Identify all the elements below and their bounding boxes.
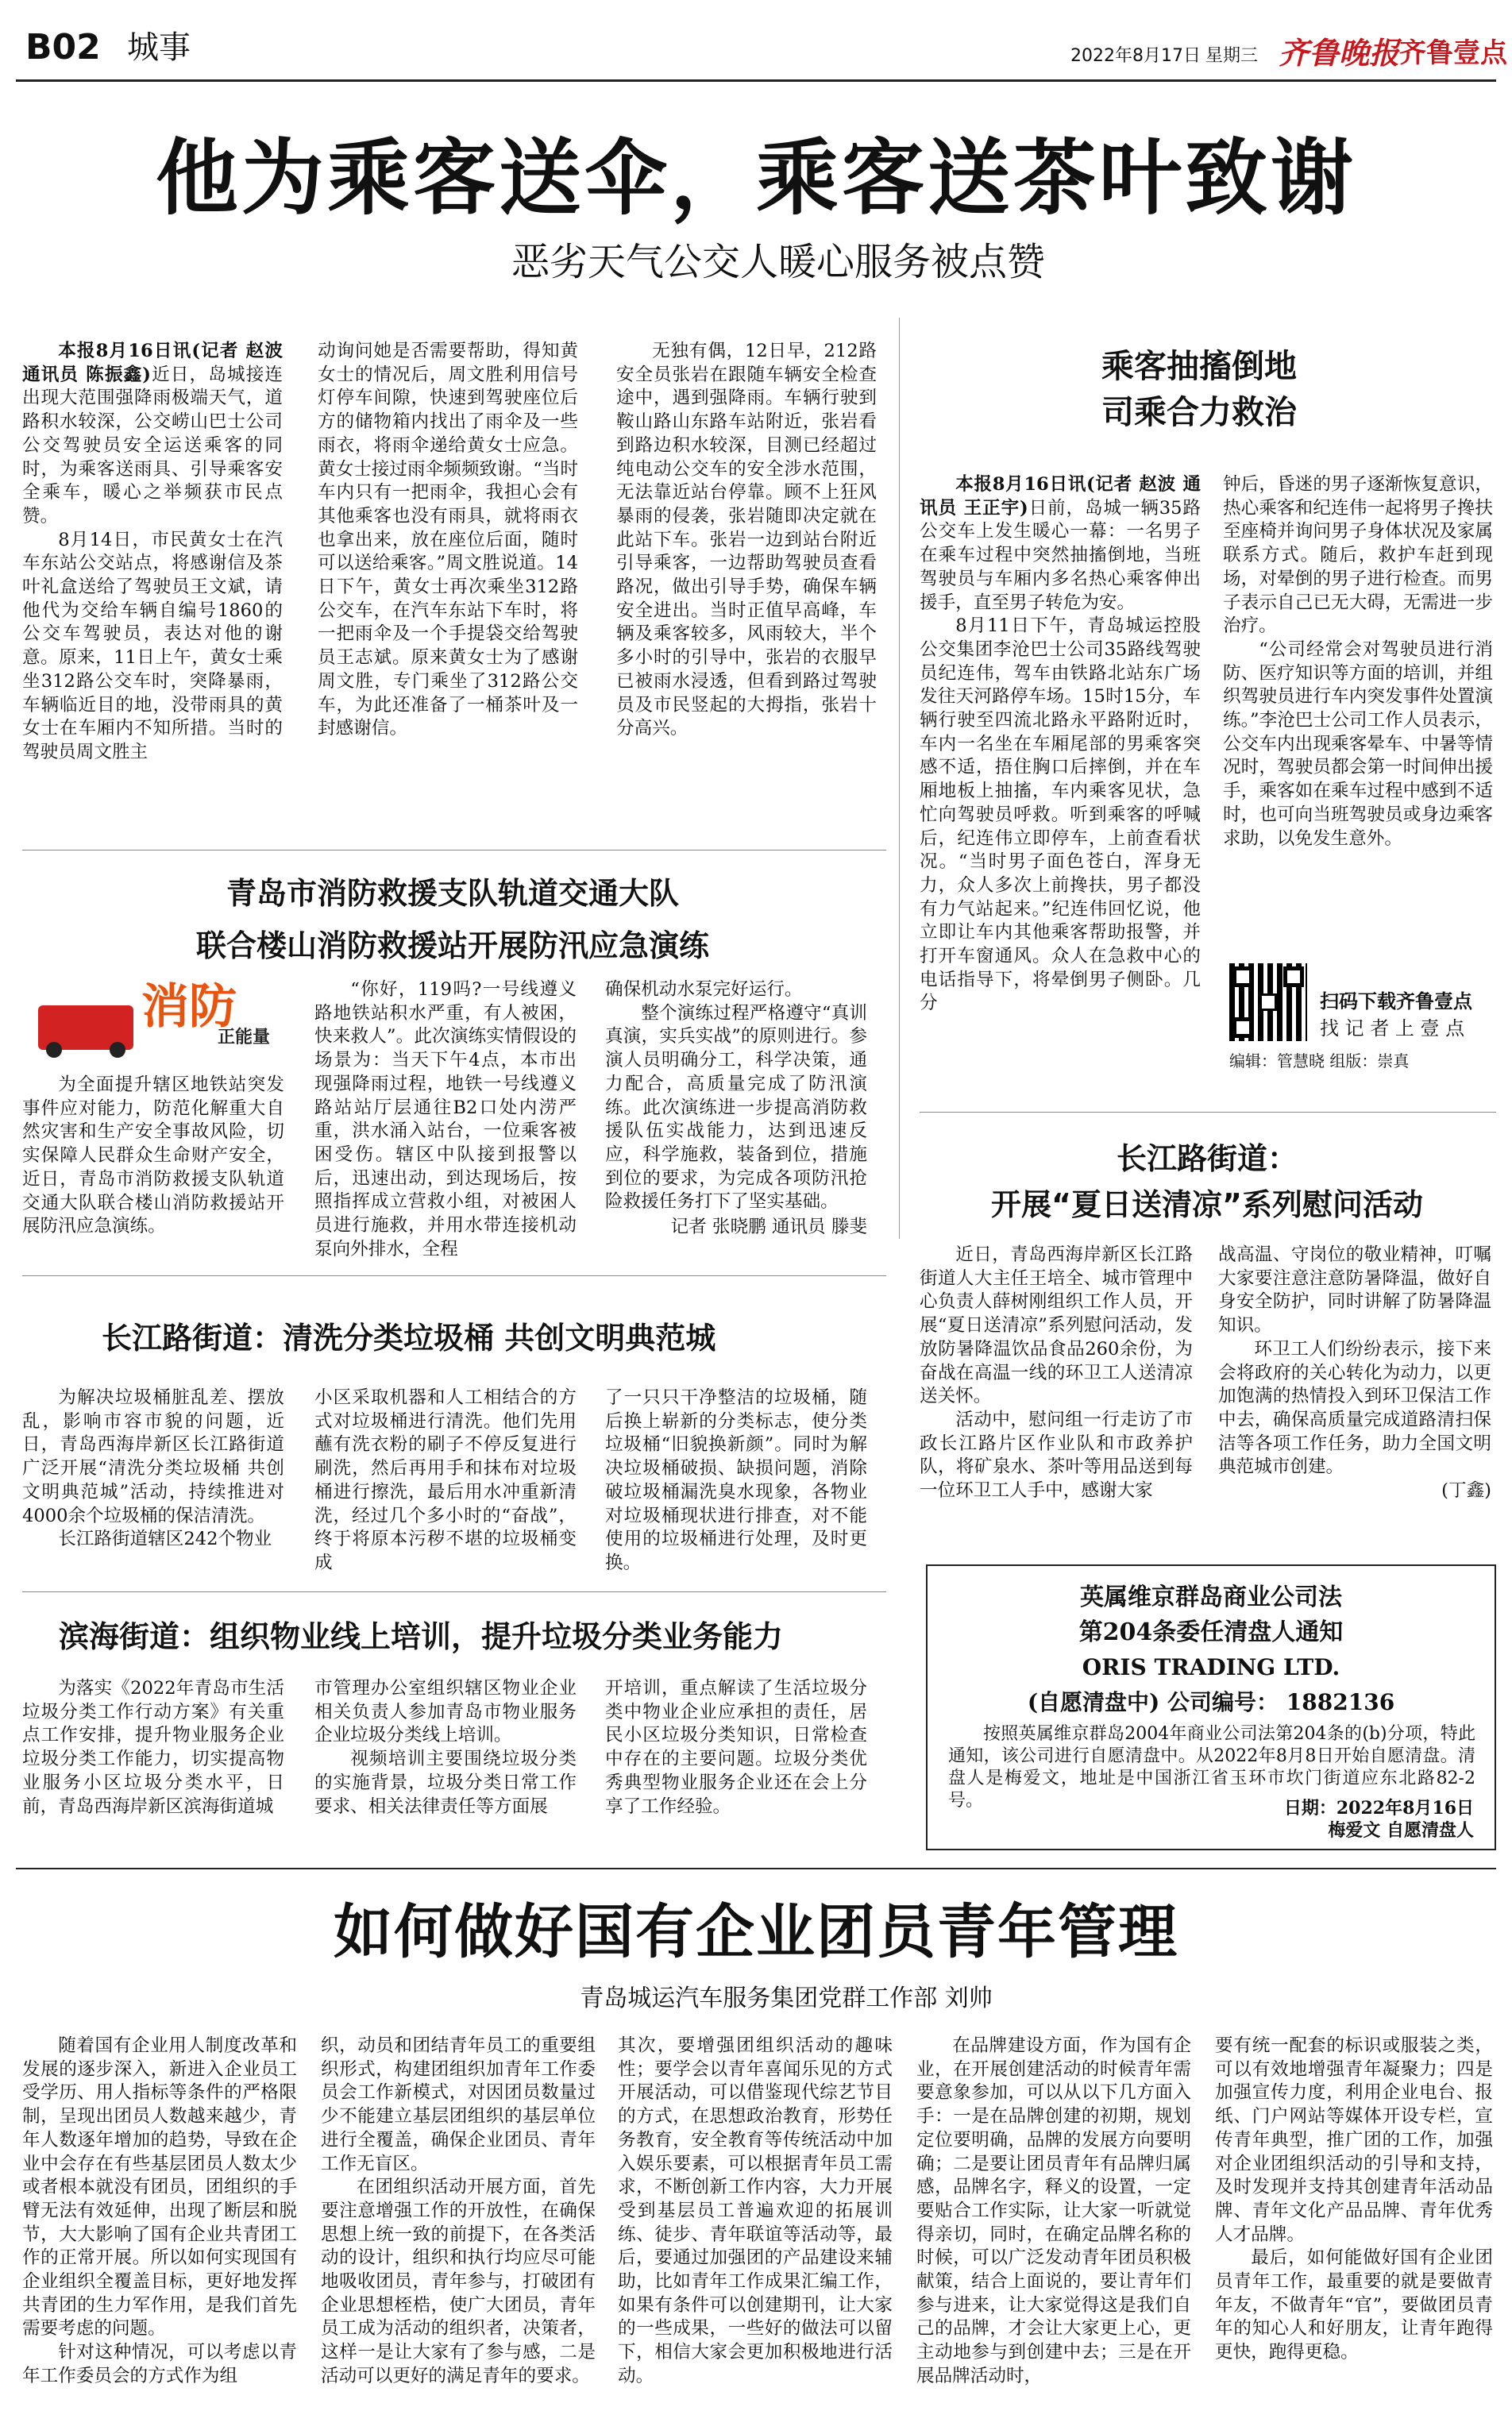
- story1-title: 他为乘客送伞，乘客送茶叶致谢: [155, 129, 1356, 226]
- qr-caption: 扫码下载齐鲁壹点 找 记 者 上 壹 点: [1320, 990, 1472, 1040]
- story1-subtitle: 恶劣天气公交人暖心服务被点赞: [511, 240, 1045, 284]
- notice-line2: 第204条委任清盘人通知: [1078, 1618, 1344, 1646]
- editor-credit: 编辑：管慧晓 组版：崇真: [1229, 1051, 1410, 1070]
- story1-col3: 无独有偶，12日早，212路安全员张岩在跟随车辆安全检查途中，遇到强降雨。车辆行驶到鞍山路山东路车站附近，张岩看到路边积水较深，目测已经超过纯电动公交车的安全涉水范围，无法靠近站台停靠。顾不上狂风暴雨的侵袭，张岩随即决定就在此站下车。张岩一边到站台附近引导乘客，一边帮助驾驶员查看路况，做出引导手势，确保车辆安全进出。当时正值早高峰，车辆及乘客较多，风雨较大，半个多小时的引导中，张岩的衣服早已被雨水浸透，但看到路过驾驶员及市民竖起的大拇指，张岩十分高兴。: [616, 341, 877, 739]
- notice-line1: 英属维京群岛商业公司法: [1080, 1583, 1342, 1611]
- notice-body: 按照英属维京群岛2004年商业公司法第204条的(b)分项，特此通知，该公司进行自愿清盘中。从2022年8月8日开始自愿清盘。清盘人是梅爱文，地址是中国浙江省玉环市坎门街道应东北路82-2号。: [948, 1724, 1475, 1811]
- section-name: 城事: [127, 29, 191, 66]
- story2-col2: 钟后，昏迷的男子逐渐恢复意识，热心乘客和纪连伟一起将男子搀扶至座椅并询问男子身体状况及家属联系方式。随后，救护车赶到现场，对晕倒的男子进行检查。而男子表示自己已无大碍，无需进一步治疗。 “公司经常会对驾驶员进行消防、医疗知识等方面的培训，并组织驾驶员进行车内突发事件处置演练。”李沧巴士公司工作人员表示，公交车内出现乘客晕车、中暑等情况时，驾驶员都会第一时间伸出援手，乘客如在乘车过程中感到不适时，也可向当班驾驶员或身边乘客求助，以免发生意外。: [1223, 474, 1493, 849]
- story4-title: 长江路街道： 开展“夏日送清凉”系列慰问活动: [991, 1141, 1423, 1222]
- section-rule: [920, 1112, 1496, 1113]
- story6-title: 滨海街道：组织物业线上培训，提升垃圾分类业务能力: [59, 1619, 784, 1654]
- page-code: B02: [25, 27, 101, 68]
- notice-company-number: (自愿清盘中) 公司编号： 1882136: [1027, 1689, 1395, 1715]
- story5-col3: 了一只只干净整洁的垃圾桶，随后换上崭新的分类标志，使分类垃圾桶“旧貌换新颜”。同时为解决垃圾桶破损、缺损问题，消除破垃圾桶漏洗臭水现象，各物业对垃圾桶现状进行排查，对不能使用的垃圾桶进行处理，及时更换。: [605, 1387, 867, 1573]
- story1-lead: 本报8月16日讯(记者 赵波 通讯员 陈振鑫): [22, 341, 283, 385]
- masthead: [0, 0, 1512, 79]
- qr-code[interactable]: [1229, 963, 1307, 1041]
- story6-col2: 市管理办公室组织辖区物业企业相关负责人参加青岛市物业服务企业垃圾分类线上培训。 视频培训主要围绕垃圾分类的实施背景，垃圾分类日常工作要求、相关法律责任等方面展: [314, 1678, 577, 1817]
- story7-byline: 青岛城运汽车服务集团党群工作部 刘帅: [580, 1985, 993, 2012]
- story5-col2: 小区采取机器和人工相结合的方式对垃圾桶进行清洗。他们先用蘸有洗衣粉的刷子不停反复进行刷洗，然后再用手和抹布对垃圾桶进行擦洗，最后用水冲重新清洗，经过几个多小时的“奋战”，终于将原本污秽不堪的垃圾桶变成: [314, 1387, 577, 1573]
- story2-title: 乘客抽搐倒地 司乘合力救治: [1101, 347, 1297, 431]
- story3-title: 青岛市消防救援支队轨道交通大队 联合楼山消防救援站开展防汛应急演练: [195, 876, 709, 963]
- section-rule: [22, 1591, 886, 1592]
- story7-col5: 要有统一配套的标识或服装之类，可以有效地增强青年凝聚力；四是加强宣传力度，利用企业电台、报纸、门户网站等媒体开设专栏，宣传青年典型，推广团的工作，加强对企业团组织活动的引导和支持，及时发现并支持其创建青年活动品牌、青年文化产品品牌、青年优秀人才品牌。 最后，如何能做好国有企业团员青年工作，最重要的就是要做青年友，不做青年“官”，要做团员青年的知心人和好朋友，让青年跑得更快，跑得更稳。: [1215, 2035, 1493, 2363]
- story7-title: 如何做好国有企业团员青年管理: [334, 1898, 1178, 1966]
- story6-col1: 为落实《2022年青岛市生活垃圾分类工作行动方案》有关重点工作安排，提升物业服务企业垃圾分类工作能力，切实提高物业服务小区垃圾分类水平，日前，青岛西海岸新区滨海街道城: [22, 1678, 284, 1817]
- brand-logo-2: 齐鲁壹点: [1399, 37, 1507, 69]
- story5-title: 长江路街道：清洗分类垃圾桶 共创文明典范城: [102, 1321, 716, 1356]
- story1-col2: 动询问她是否需要帮助，得知黄女士的情况后，周文胜利用信号灯停车间隙，快速到驾驶座位后方的储物箱内找出了雨伞及一些雨衣，将雨伞递给黄女士应急。黄女士接过雨伞频频致谢。“当时车内只有一把雨伞，我担心会有其他乘客也没有雨具，就将雨衣也拿出来，放在座位后面，随时可以送给乘客。”周文胜说道。14日下午，黄女士再次乘坐312路公交车，在汽车东站下车时，将一把雨伞及一个手提袋交给驾驶员王志斌。原来黄女士为了感谢周文胜，专门乘坐了312路公交车，为此还准备了一桶茶叶及一封感谢信。: [318, 341, 578, 739]
- issue-weekday: 星期三: [1205, 46, 1259, 66]
- story4-col1: 近日，青岛西海岸新区长江路街道人大主任王培全、城市管理中心负责人薛树刚组织工作人员，开展“夏日送清凉”系列慰问活动，发放防暑降温饮品食品260余份，为奋战在高温一线的环卫工人送清凉送关怀。 活动中，慰问组一行走访了市政长江路片区作业队和市政养护队，将矿泉水、茶叶等用品送到每一位环卫工人手中，感谢大家: [920, 1244, 1193, 1502]
- notice-date: 日期：2022年8月16日: [1283, 1798, 1474, 1819]
- issue-date: 2022年8月17日: [1070, 46, 1201, 66]
- story4-byline: (丁鑫): [1441, 1480, 1491, 1502]
- section-rule: [16, 1868, 1496, 1869]
- brand-logo-1: 齐鲁晚报: [1279, 35, 1400, 71]
- story7-col1: 随着国有企业用人制度改革和发展的逐步深入，新进入企业员工受学历、用人指标等条件的严格限制，呈现出团员人数越来越少，青年人数逐年增加的趋势，导致在企业中会存在有些基层团员人数太少或者根本就没有团员，团组织的手臂无法有效延伸，出现了断层和脱节，大大影响了国有企业共青团工作的正常开展。所以如何实现国有企业组织全覆盖目标，更好地发挥共青团的生力军作用，是我们首先需要考虑的问题。 针对这种情况，可以考虑以青年工作委员会的方式作为组: [22, 2035, 297, 2386]
- notice-signer: 梅爱文 自愿清盘人: [1328, 1820, 1474, 1841]
- col-divider: [899, 318, 900, 1239]
- story3-col1: 为全面提升辖区地铁站突发事件应对能力，防范化解重大自然灾害和生产安全事故风险，切实保障人民群众生命财产安全，近日，青岛市消防救援支队轨道交通大队联合楼山消防救援站开展防汛应急演练。: [22, 1074, 284, 1237]
- story7-col4: 在品牌建设方面，作为国有企业，在开展创建活动的时候青年需要意象参加，可以从以下几方面入手：一是在品牌创建的初期，规划定位要明确，品牌的发展方向要明确；二是要让团员青年有品牌归属感，品牌名字，释义的设置，一定要贴合工作实际，让大家一听就觉得亲切，同时，在确定品牌名称的时候，可以广泛发动青年团员积极献策，结合上面说的，要让青年们参与进来，让大家觉得这是我们自己的品牌，才会让大家更上心，更主动地参与到创建中去；三是在开展品牌活动时，: [916, 2035, 1191, 2386]
- story1-col1: 本报8月16日讯(记者 赵波 通讯员 陈振鑫)近日，岛城接连出现大范围强降雨极端天气，道路积水较深，公交崂山巴士公司公交驾驶员安全运送乘客的同时，为乘客送雨具、引导乘客安全乘车，暖心之举频获市民点赞。 8月14日，市民黄女士在汽车东站公交站点，将感谢信及茶叶礼盒送给了驾驶员王文斌，请他代为交给车辆自编号1860的公交车驾驶员，表达对他的谢意。原来，11日上午，黄女士乘坐312路公交车时，突降暴雨，车辆临近目的地，没带雨具的黄女士在车厢内不知所措。当时的驾驶员周文胜主: [22, 341, 283, 762]
- fire-logo: 消防 正能量: [22, 978, 284, 1058]
- story3-byline: 记者 张晓鹏 通讯员 滕斐: [670, 1217, 867, 1238]
- story7-col3: 其次，要增强团组织活动的趣味性；要学会以青年喜闻乐见的方式开展活动，可以借鉴现代综艺节目的方式，在思想政治教育，形势任务教育，安全教育等传统活动中加入娱乐要素，可以根据青年员工需求，不断创新工作内容，大力开展受到基层员工普遍欢迎的拓展训练、徒步、青年联谊等活动等，最后，要通过加强团的产品建设来辅助，比如青年工作成果汇编工作，如果有条件可以创建期刊，让大家的一些成果，一些好的做法可以留下，相信大家会更加积极地进行活动。: [618, 2035, 893, 2386]
- story6-col3: 开培训，重点解读了生活垃圾分类中物业企业应承担的责任，居民小区垃圾分类知识，日常检查中存在的主要问题。垃圾分类优秀典型物业服务企业还在会上分享了工作经验。: [605, 1678, 867, 1817]
- story5-col1: 为解决垃圾桶脏乱差、摆放乱，影响市容市貌的问题，近日，青岛西海岸新区长江路街道广泛开展“清洗分类垃圾桶 共创文明典范城”活动，持续推进对4000余个垃圾桶的保洁清洗。 长江路街道辖区242个物业: [22, 1387, 284, 1550]
- story4-col2: 战高温、守岗位的敬业精神，叮嘱大家要注意注意防暑降温，做好自身安全防护，同时讲解了防暑降温知识。 环卫工人们纷纷表示，接下来会将政府的关心转化为动力，以更加饱满的热情投入到环卫保洁工作中去，确保高质量完成道路清扫保洁等各项工作任务，助力全国文明典范城市创建。 (丁鑫): [1218, 1244, 1491, 1503]
- story3-col3: 确保机动水泵完好运行。 整个演练过程严格遵守“真训真演，实兵实战”的原则进行。参演人员明确分工，科学决策，通力配合，高质量完成了防汛演练。此次演练进一步提高消防救援队伍实战能力，达到迅速反应，科学施救，装备到位，措施到位的要求，为完成各项防汛抢险救援任务打下了坚实基础。 记者 张晓鹏 通讯员 滕斐: [605, 978, 867, 1240]
- section-rule: [22, 850, 886, 851]
- section-rule: [22, 1275, 886, 1276]
- notice-company: ORIS TRADING LTD.: [1082, 1654, 1340, 1680]
- story2-col1: 本报8月16日讯(记者 赵波 通讯员 王正宇)日前，岛城一辆35路公交车上发生暖心一幕：一名男子在乘车过程中突然抽搐倒地，当班驾驶员与车厢内多名热心乘客伸出援手，直至男子转危为安。 8月11日下午，青岛城运控股公交集团李沧巴士公司35路线驾驶员纪连伟，驾车由铁路北站东广场发往天河路停车场。15时15分，车辆行驶至四流北路永平路附近时，车内一名坐在车厢尾部的男乘客突感不适，捂住胸口后摔倒，并在车厢地板上抽搐，车内乘客见状，急忙向驾驶员呼救。听到乘客的呼喊后，纪连伟立即停车，上前查看状况。“当时男子面色苍白，浑身无力，众人多次上前搀扶，男子都没有力气站起来。”纪连伟回忆说，他立即让车内其他乘客帮助报警，并打开车窗通风。众人在急救中心的电话指导下，将晕倒男子侧卧。几分: [920, 474, 1201, 1014]
- story3-col2: “你好，119吗?一号线遵义路地铁站积水严重，有人被困，快来救人”。此次演练实情假设的场景为：当天下午4点，本市出现强降雨过程，地铁一号线遵义路站站厅层通往B2口处内涝严重，洪水涌入站台，一位乘客被困受伤。辖区中队接到报警以后，迅速出动，到达现场后，按照指挥成立营救小组，对被困人员进行施救，并用水带连接机动泵向外排水，全程: [314, 979, 577, 1259]
- liquidation-notice: [926, 1564, 1496, 1850]
- masthead-rule: [16, 79, 1496, 82]
- story7-col2: 织，动员和团结青年员工的重要组织形式，构建团组织加青年工作委员会工作新模式，对因团员数量过少不能建立基层团组织的基层单位进行全覆盖，确保企业团员、青年工作无盲区。 在团组织活动开展方面，首先要注意增强工作的开放性，在确保思想上统一致的前提下，在各类活动的设计，组织和执行均应尽可能地吸收团员，青年参与，打破团有企业思想桎梏，使广大团员，青年员工成为活动的组织者，决策者，这样一是让大家有了参与感，二是活动可以更好的满足青年的要求。: [321, 2035, 596, 2386]
